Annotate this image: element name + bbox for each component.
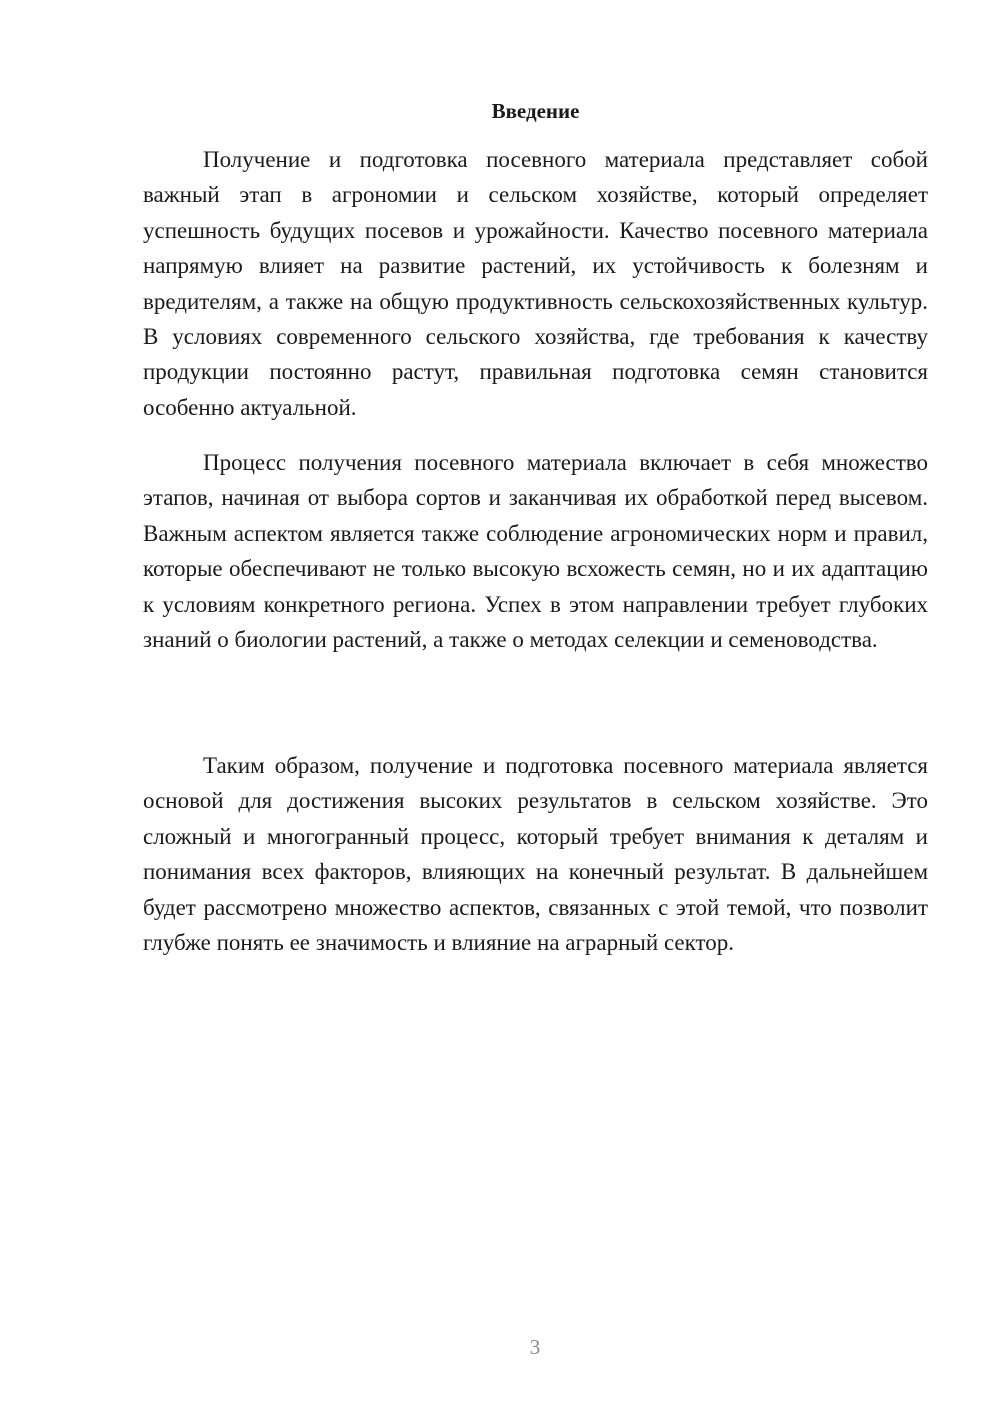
page-number: 3 (529, 1335, 541, 1359)
section-heading: Введение (491, 99, 580, 123)
paragraph-process: Процесс получения посевного материала включает в себя множество этапов, начиная от выбора сортов и заканчивая их обработкой перед высевом. Важным аспектом является также соблюдение агрономических норм и правил, которые обеспечивают не только высокую всхожесть семян, но и их адаптацию к условиям конкретного региона. Успех в этом направлении требует глубоких знаний о биологии растений, а также о методах селекции и семеноводства. (143, 450, 928, 653)
paragraph-conclusion: Таким образом, получение и подготовка посевного материала является основой для достижения высоких результатов в сельском хозяйстве. Это сложный и многогранный процесс, который требует внимания к деталям и понимания всех факторов, влияющих на конечный результат. В дальнейшем будет рассмотрено множество аспектов, связанных с этой темой, что позволит глубже понять ее значимость и влияние на аграрный сектор. (143, 753, 928, 956)
paragraph-intro: Получение и подготовка посевного материала представляет собой важный этап в агрономии и сельском хозяйстве, который определяет успешность будущих посевов и урожайности. Качество посевного материала напрямую влияет на развитие растений, их устойчивость к болезням и вредителям, а также на общую продуктивность сельскохозяйственных культур. В условиях современного сельского хозяйства, где требования к качеству продукции постоянно растут, правильная подготовка семян становится особенно актуальной. (143, 147, 928, 420)
